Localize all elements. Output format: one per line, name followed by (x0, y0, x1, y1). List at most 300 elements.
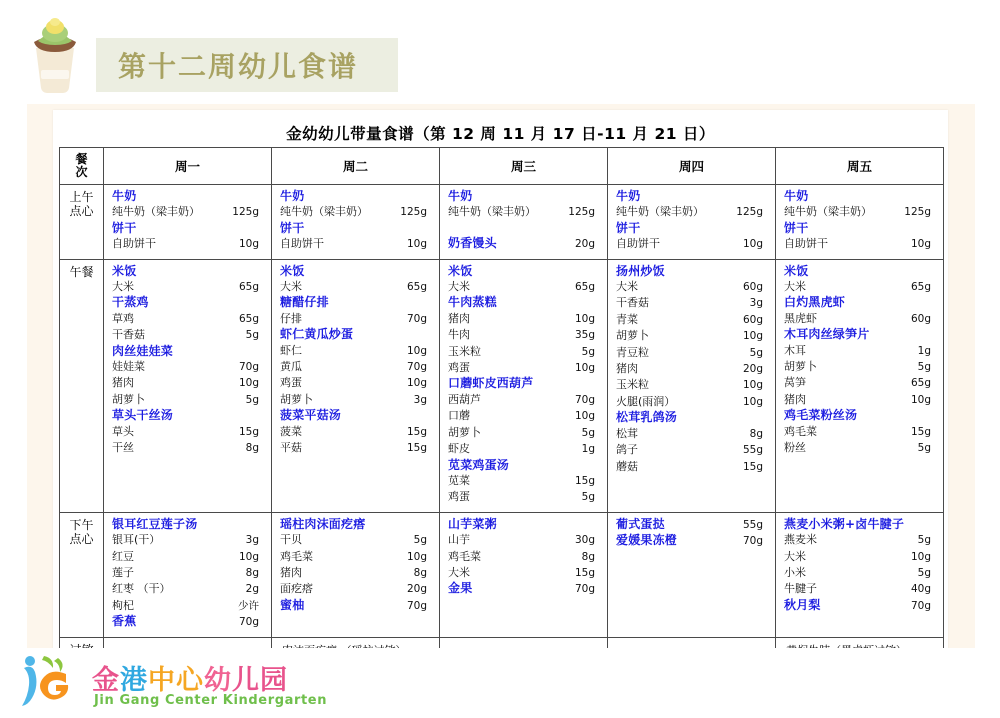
dish-name: 山芋菜粥 (448, 516, 497, 531)
dish-name: 菠菜平菇汤 (280, 408, 342, 423)
ingredient-name: 大米 (616, 280, 638, 294)
corner-header (60, 148, 104, 185)
dish-name: 饼干 (784, 220, 809, 235)
ingredient-row (104, 424, 271, 440)
dish-row (440, 517, 607, 532)
ingredient-row (272, 311, 439, 327)
ingredient-amount: 10g (910, 550, 931, 563)
ingredient-name: 青菜 (616, 312, 638, 326)
dish-name: 爱媛果冻橙 (616, 533, 678, 548)
dish-row (608, 264, 775, 279)
dish-name: 鸡毛菜粉丝汤 (784, 408, 858, 423)
logo-cn-text (92, 658, 288, 697)
ingredient-row (440, 311, 607, 327)
dish-row (104, 408, 271, 423)
ingredient-name: 木耳 (784, 343, 806, 357)
ingredient-name: 面疙瘩 (280, 582, 313, 596)
ingredient-amount: 125g (568, 206, 595, 219)
ingredient-row (440, 279, 607, 295)
ingredient-name: 自助饼干 (784, 237, 828, 251)
ingredient-name: 红枣 （干） (112, 582, 171, 596)
ingredient-name: 猪肉 (280, 565, 302, 579)
page-footer (0, 648, 1000, 718)
ingredient-amount: 15g (406, 425, 427, 438)
ingredient-row (776, 311, 943, 327)
ingredient-name: 自助饼干 (112, 237, 156, 251)
row-label-line2: 点心 (69, 531, 94, 546)
dish-name: 燕麦小米粥+卤牛腱子 (784, 516, 905, 531)
ingredient-amount: 10g (238, 550, 259, 563)
cell-afternoon-thu (608, 512, 776, 637)
corner-label-line1: 餐 (75, 152, 88, 167)
ingredient-amount: 8g (245, 442, 259, 455)
dish-row (776, 264, 943, 279)
ingredient-amount: 3g (749, 297, 763, 310)
dish-row (272, 517, 439, 532)
table-row-afternoon-snack (60, 512, 944, 637)
row-label-line1: 午餐 (69, 264, 94, 279)
ingredient-name: 银耳(干） (112, 533, 161, 547)
dish-row (776, 327, 943, 342)
ingredient-amount: 55g (742, 444, 763, 457)
ingredient-row (608, 442, 775, 458)
ingredient-row (272, 581, 439, 597)
ingredient-row (608, 279, 775, 295)
menu-table (59, 147, 944, 674)
ingredient-name: 鸡毛菜 (280, 549, 313, 563)
ingredient-amount: 15g (574, 566, 595, 579)
cell-lunch-thu (608, 259, 776, 512)
dish-name: 牛奶 (112, 189, 137, 203)
column-header-mon: 周一 (104, 148, 272, 185)
ingredient-row (272, 549, 439, 565)
cell-lunch-tue (272, 259, 440, 512)
ingredient-row (776, 581, 943, 597)
dish-amount: 70g (574, 583, 595, 596)
dish-row (776, 221, 943, 236)
ingredient-amount: 65g (574, 281, 595, 294)
column-header-wed: 周三 (440, 148, 608, 185)
ingredient-name: 鸡毛菜 (448, 549, 481, 563)
ingredient-name: 草鸡 (112, 311, 134, 325)
ingredient-row (608, 361, 775, 377)
ingredient-amount: 5g (245, 393, 259, 406)
ingredient-amount: 3g (413, 393, 427, 406)
row-label-line1: 上午 (69, 190, 94, 204)
ingredient-row (776, 359, 943, 375)
dish-name: 牛奶 (448, 189, 473, 203)
ingredient-row (272, 343, 439, 359)
dish-row (272, 221, 439, 236)
ingredient-name: 纯牛奶（梁丰奶） (784, 205, 872, 219)
ingredient-amount: 5g (581, 426, 595, 439)
table-row-morning-snack (60, 185, 944, 260)
ingredient-amount: 35g (574, 329, 595, 342)
table-header-row (60, 148, 944, 185)
ingredient-row (104, 236, 271, 252)
ingredient-name: 纯牛奶（梁丰奶） (616, 205, 704, 219)
ingredient-amount: 10g (910, 393, 931, 406)
ingredient-amount: 8g (749, 427, 763, 440)
ingredient-amount: 70g (406, 312, 427, 325)
ingredient-row (104, 440, 271, 456)
ingredient-row (272, 204, 439, 220)
logo-char: 心 (176, 665, 204, 696)
cell-afternoon-wed (440, 512, 608, 637)
page-header (0, 0, 1000, 104)
ingredient-name: 枸杞 (112, 598, 134, 612)
dish-name: 米饭 (784, 263, 809, 278)
dish-row (104, 221, 271, 236)
dish-name: 草头干丝汤 (112, 408, 174, 423)
ingredient-amount: 8g (413, 566, 427, 579)
dish-row (440, 376, 607, 391)
ingredient-row (608, 459, 775, 475)
dish-name: 松茸乳鸽汤 (616, 410, 678, 425)
ingredient-row (272, 532, 439, 548)
dish-name: 饼干 (616, 220, 641, 235)
ingredient-row (272, 279, 439, 295)
ingredient-name: 莴笋 (784, 376, 806, 390)
ingredient-amount: 20g (406, 583, 427, 596)
dish-name: 葡式蛋挞 (616, 516, 665, 531)
ingredient-name: 牛肉 (448, 328, 470, 342)
ingredient-amount: 5g (917, 534, 931, 547)
cell-afternoon-fri (776, 512, 944, 637)
ingredient-amount: 70g (238, 361, 259, 374)
ingredient-amount: 10g (238, 377, 259, 390)
ingredient-row (440, 565, 607, 581)
ingredient-amount: 10g (742, 379, 763, 392)
ingredient-amount: 70g (574, 393, 595, 406)
dish-name: 牛奶 (616, 189, 641, 203)
row-label-line2: 点心 (69, 204, 94, 219)
dish-name: 银耳红豆莲子汤 (112, 516, 198, 531)
ingredient-amount: 15g (574, 474, 595, 487)
corner-label-line2: 次 (75, 165, 88, 179)
ingredient-row (272, 440, 439, 456)
ingredient-name: 青豆粒 (616, 345, 649, 359)
ingredient-row (776, 343, 943, 359)
ingredient-amount: 10g (238, 238, 259, 251)
ingredient-row (608, 394, 775, 410)
dish-name: 饼干 (280, 220, 305, 235)
ingredient-name: 大米 (112, 280, 134, 294)
ingredient-amount: 70g (406, 361, 427, 374)
ingredient-row (104, 279, 271, 295)
dish-name: 瑶柱肉沫面疙瘩 (280, 516, 366, 531)
ingredient-row (440, 392, 607, 408)
ingredient-name: 猪肉 (784, 392, 806, 406)
ingredient-amount: 10g (742, 238, 763, 251)
dish-row (608, 517, 775, 533)
dish-row (440, 264, 607, 279)
ingredient-row (104, 311, 271, 327)
ingredient-amount: 5g (917, 442, 931, 455)
page-title: 第十二周幼儿食谱 (118, 50, 359, 83)
dish-name: 口蘑虾皮西葫芦 (448, 376, 534, 391)
ingredient-row (440, 489, 607, 505)
ingredient-amount: 5g (245, 329, 259, 342)
ingredient-row (272, 375, 439, 391)
dish-name: 白灼黑虎虾 (784, 295, 846, 310)
ingredient-amount: 8g (245, 566, 259, 579)
ingredient-amount: 125g (232, 206, 259, 219)
ingredient-name: 虾仁 (280, 343, 302, 357)
ingredient-amount: 125g (904, 206, 931, 219)
ingredient-row (608, 426, 775, 442)
ingredient-amount: 15g (910, 425, 931, 438)
ingredient-amount: 15g (238, 425, 259, 438)
ingredient-name: 自助饼干 (616, 237, 660, 251)
dish-row (272, 598, 439, 614)
ingredient-amount: 5g (917, 566, 931, 579)
ingredient-name: 牛腱子 (784, 582, 817, 596)
ingredient-amount: 65g (910, 377, 931, 390)
dish-row (104, 344, 271, 359)
dish-row (440, 236, 607, 252)
ingredient-amount: 60g (742, 281, 763, 294)
ingredient-row (608, 328, 775, 344)
ingredient-row (776, 565, 943, 581)
ingredient-row (776, 532, 943, 548)
dish-amount: 70g (742, 535, 763, 548)
dish-name: 牛奶 (784, 189, 809, 203)
dish-row (104, 517, 271, 532)
ingredient-row (104, 204, 271, 220)
ingredient-row (272, 359, 439, 375)
ingredient-name: 蘑菇 (616, 459, 638, 473)
dish-name: 肉丝娃娃菜 (112, 343, 174, 358)
ingredient-amount: 5g (749, 346, 763, 359)
ingredient-amount: 65g (406, 281, 427, 294)
dish-name: 木耳肉丝绿笋片 (784, 327, 870, 342)
ingredient-name: 大米 (280, 280, 302, 294)
ingredient-name: 虾皮 (448, 442, 470, 456)
ingredient-name: 口蘑 (448, 409, 470, 423)
ingredient-amount: 10g (574, 362, 595, 375)
ingredient-amount: 2g (245, 583, 259, 596)
dish-row (272, 408, 439, 423)
ingredient-row (776, 236, 943, 252)
ingredient-row (440, 204, 607, 220)
ingredient-name: 干香菇 (616, 296, 649, 310)
table-row-lunch (60, 259, 944, 512)
dish-name: 奶香馒头 (448, 236, 497, 251)
dish-row (608, 533, 775, 549)
ingredient-amount: 60g (742, 313, 763, 326)
ingredient-row (608, 345, 775, 361)
dish-row (272, 327, 439, 342)
ingredient-name: 鸡蛋 (448, 490, 470, 504)
dish-row (440, 458, 607, 473)
dish-name: 糖醋仔排 (280, 295, 329, 310)
cell-lunch-mon (104, 259, 272, 512)
ingredient-name: 胡萝卜 (280, 392, 313, 406)
ingredient-amount: 3g (245, 534, 259, 547)
ingredient-name: 干丝 (112, 441, 134, 455)
ingredient-amount: 1g (917, 344, 931, 357)
dish-name: 香蕉 (112, 614, 137, 629)
dish-row (440, 581, 607, 597)
ingredient-name: 纯牛奶（梁丰奶） (112, 205, 200, 219)
ingredient-amount: 10g (406, 238, 427, 251)
ingredient-amount: 10g (910, 238, 931, 251)
dish-name: 秋月梨 (784, 597, 821, 612)
ingredient-row (104, 598, 271, 614)
dish-row (440, 189, 607, 204)
column-header-fri: 周五 (776, 148, 944, 185)
ingredient-name: 玉米粒 (448, 344, 481, 358)
dish-row (272, 189, 439, 204)
ingredient-name: 红豆 (112, 549, 134, 563)
ingredient-row (608, 377, 775, 393)
ingredient-name: 自助饼干 (280, 237, 324, 251)
cell-morning-wed (440, 185, 608, 260)
logo-char: 金 (92, 665, 120, 696)
dish-row (776, 295, 943, 310)
logo-char: 中 (148, 665, 176, 696)
ingredient-amount: 10g (406, 550, 427, 563)
dish-row (104, 264, 271, 279)
cell-lunch-fri (776, 259, 944, 512)
ingredient-name: 莲子 (112, 565, 134, 579)
row-label-morning-snack (60, 185, 104, 260)
dish-name: 苋菜鸡蛋汤 (448, 457, 510, 472)
ingredient-name: 大米 (784, 549, 806, 563)
ingredient-amount: 10g (742, 395, 763, 408)
cell-afternoon-mon (104, 512, 272, 637)
ingredient-amount: 10g (574, 312, 595, 325)
ingredient-name: 鸡蛋 (280, 376, 302, 390)
ingredient-amount: 5g (581, 491, 595, 504)
ingredient-row (608, 236, 775, 252)
ingredient-row (440, 221, 607, 236)
jg-logo-icon (14, 652, 84, 708)
ingredient-name: 小米 (784, 565, 806, 579)
ingredient-row (440, 360, 607, 376)
dish-name: 饼干 (112, 220, 137, 235)
column-header-tue: 周二 (272, 148, 440, 185)
dish-row (608, 410, 775, 425)
ingredient-row (776, 204, 943, 220)
ingredient-name: 平菇 (280, 441, 302, 455)
cell-morning-fri (776, 185, 944, 260)
ingredient-name: 纯牛奶（梁丰奶） (448, 205, 536, 219)
dish-row (776, 408, 943, 423)
ingredient-amount: 10g (742, 330, 763, 343)
ingredient-amount: 30g (574, 534, 595, 547)
ingredient-row (440, 327, 607, 343)
dish-row (272, 264, 439, 279)
ingredient-name: 松茸 (616, 426, 638, 440)
row-label-line1: 下午 (69, 517, 94, 532)
ingredient-name: 西葫芦 (448, 392, 481, 406)
ingredient-amount: 10g (406, 377, 427, 390)
ingredient-amount: 5g (413, 534, 427, 547)
ingredient-name: 鸽子 (616, 443, 638, 457)
ingredient-row (440, 344, 607, 360)
row-label-afternoon-snack (60, 512, 104, 637)
ingredient-row (272, 236, 439, 252)
dish-name: 扬州炒饭 (616, 263, 665, 278)
ingredient-name: 猪肉 (112, 376, 134, 390)
ingredient-name: 草头 (112, 424, 134, 438)
row-label-lunch (60, 259, 104, 512)
ingredient-row (104, 327, 271, 343)
ingredient-row (440, 425, 607, 441)
ingredient-name: 胡萝卜 (784, 360, 817, 374)
dish-name: 牛肉蒸糕 (448, 295, 497, 310)
dish-row (272, 295, 439, 310)
ingredient-row (608, 295, 775, 311)
ingredient-name: 苋菜 (448, 473, 470, 487)
ingredient-name: 干贝 (280, 533, 302, 547)
dish-name: 米饭 (448, 263, 473, 278)
ingredient-row (104, 565, 271, 581)
ingredient-row (776, 392, 943, 408)
cell-morning-tue (272, 185, 440, 260)
ingredient-name: 燕麦米 (784, 533, 817, 547)
ingredient-row (104, 581, 271, 597)
cell-lunch-wed (440, 259, 608, 512)
ingredient-amount: 1g (581, 443, 595, 456)
dish-amount: 70g (406, 599, 427, 612)
ingredient-row (272, 424, 439, 440)
ingredient-amount: 10g (574, 410, 595, 423)
ingredient-name: 干香菇 (112, 328, 145, 342)
ingredient-amount: 15g (742, 460, 763, 473)
ingredient-name: 黄瓜 (280, 360, 302, 374)
ingredient-name: 娃娃菜 (112, 360, 145, 374)
ingredient-name: 黑虎虾 (784, 311, 817, 325)
ingredient-name: 菠菜 (280, 424, 302, 438)
dish-amount: 70g (910, 599, 931, 612)
ingredient-amount: 5g (917, 361, 931, 374)
ingredient-row (608, 204, 775, 220)
cupcake-icon (22, 14, 88, 96)
ingredient-name: 胡萝卜 (616, 329, 649, 343)
ingredient-row (104, 549, 271, 565)
logo-char: 儿 (232, 665, 260, 696)
dish-row (608, 189, 775, 204)
dish-name: 虾仁黄瓜炒蛋 (280, 327, 354, 342)
dish-name: 蜜柚 (280, 597, 305, 612)
ingredient-row (608, 312, 775, 328)
ingredient-amount: 8g (581, 550, 595, 563)
dish-name: 米饭 (280, 263, 305, 278)
ingredient-amount: 少许 (238, 599, 259, 612)
ingredient-row (104, 375, 271, 391)
ingredient-row (776, 279, 943, 295)
ingredient-name: 鸡蛋 (448, 361, 470, 375)
ingredient-name: 玉米粒 (616, 378, 649, 392)
dish-row (104, 614, 271, 630)
dish-amount: 55g (742, 518, 763, 531)
dish-row (608, 221, 775, 236)
ingredient-row (104, 359, 271, 375)
dish-amount: 20g (574, 238, 595, 251)
logo-en-text: Jin Gang Center Kindergarten (94, 693, 328, 708)
ingredient-name: 大米 (448, 280, 470, 294)
ingredient-name: 猪肉 (616, 362, 638, 376)
ingredient-row (440, 441, 607, 457)
ingredient-name: 纯牛奶（梁丰奶） (280, 205, 368, 219)
ingredient-name: 山芋 (448, 533, 470, 547)
ingredient-name: 火腿(雨润） (616, 394, 676, 408)
ingredient-row (776, 375, 943, 391)
column-header-thu: 周四 (608, 148, 776, 185)
